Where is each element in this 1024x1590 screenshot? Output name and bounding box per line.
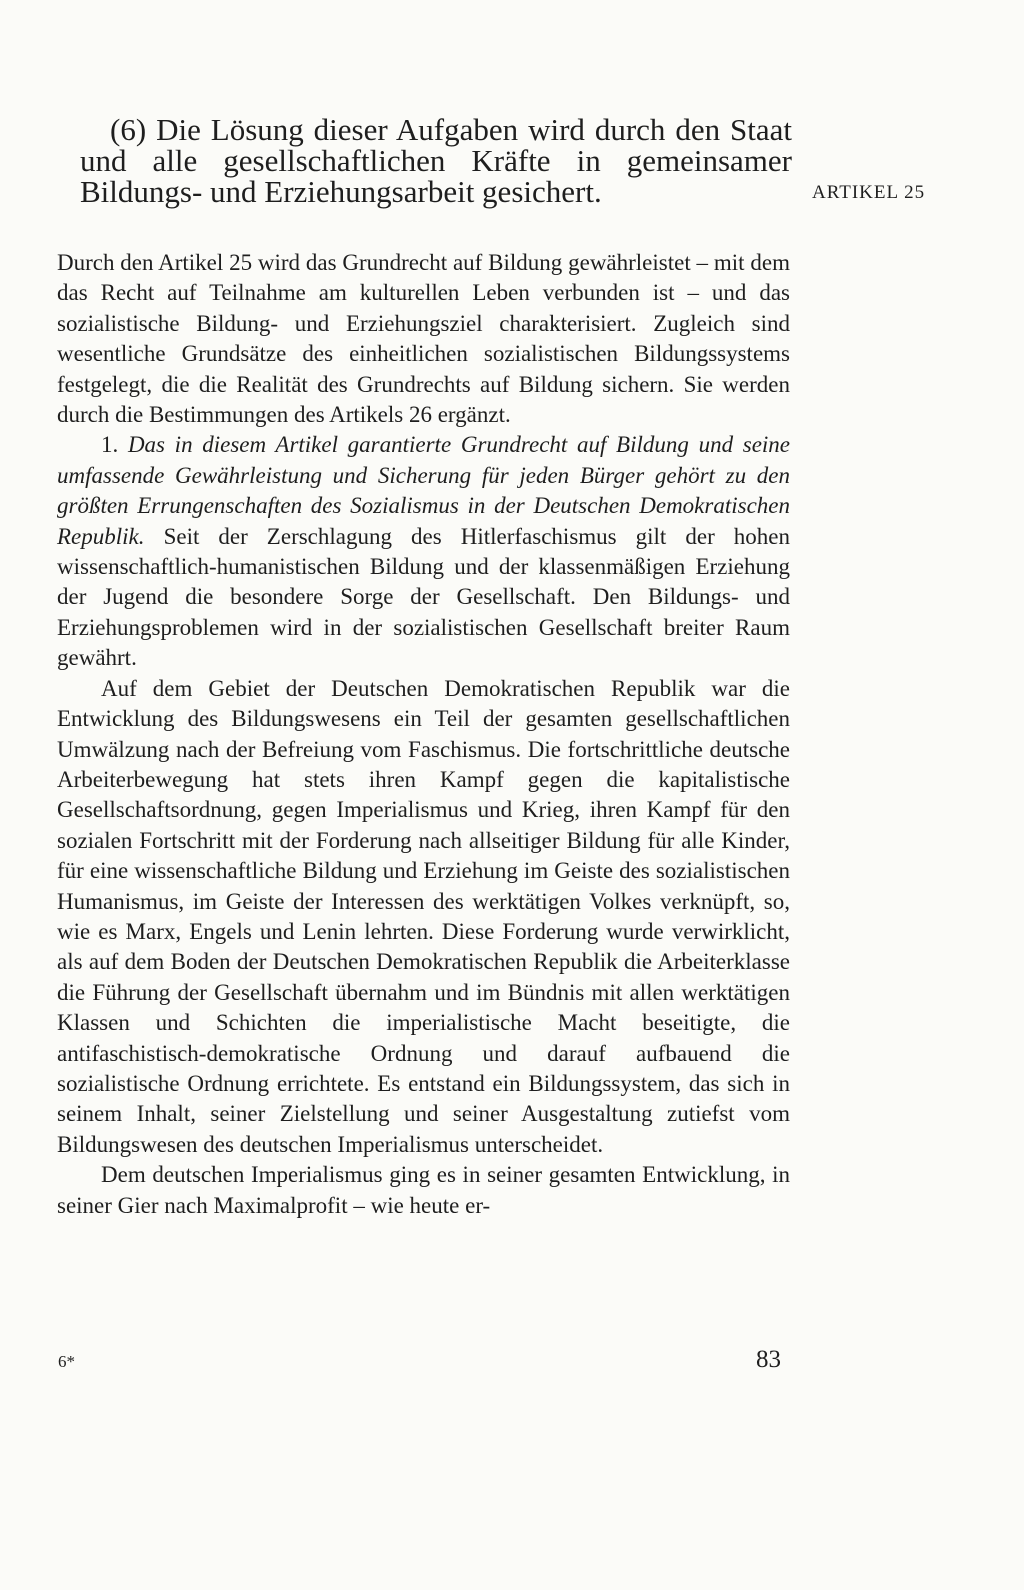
margin-article-label: ARTIKEL 25 bbox=[812, 182, 926, 203]
emphasized-statement: Das in diesem Artikel garantierte Grundrecht auf Bildung und seine umfassende Gewährleistung und Sicherung für jeden Bürger gehört zu den größten Errungenschaften des Sozialismus in der Deutschen Demokratischen Republik. bbox=[57, 432, 791, 549]
commentary-body bbox=[57, 248, 790, 1221]
section-number: 1. bbox=[101, 432, 119, 458]
article-paragraph-6: (6) Die Lösung dieser Aufgaben wird durch den Staat und alle gesellschaftlichen Kräfte in gemeinsamer Bildungs- und Erziehungsarbeit gesichert. bbox=[80, 112, 792, 209]
commentary-paragraph-2 bbox=[57, 430, 790, 673]
commentary-paragraph-4: Dem deutschen Imperialismus ging es in seiner gesamten Entwicklung, in seiner Gier nach Maximalprofit – wie heute er- bbox=[57, 1162, 790, 1218]
page-number: 83 bbox=[756, 1346, 781, 1373]
commentary-paragraph-3: Auf dem Gebiet der Deutschen Demokratischen Republik war die Entwicklung des Bildungswesens ein Teil der gesamten gesellschaftlichen Umwälzung nach der Befreiung vom Faschismus. Die fortschrittliche deutsche Arbeiterbewegung hat stets ihren Kampf gegen die kapitalistische Gesellschaftsordnung, gegen Imperialismus und Krieg, ihren Kampf für den sozialen Fortschritt mit der Forderung nach allseitiger Bildung für alle Kinder, für eine wissenschaftliche Bildung und Erziehung im Geiste des sozialistischen Humanismus, im Geiste der Interessen des werktätigen Volkes verknüpft, so, wie es Marx, Engels und Lenin lehrten. Diese Forderung wurde verwirklicht, als auf dem Boden der Deutschen Demokratischen Republik die Arbeiterklasse die Führung der Gesellschaft übernahm und im Bündnis mit allen werktätigen Klassen und Schichten die imperialistische Macht beseitigte, die antifaschistisch-demokratische Ordnung und darauf aufbauend die sozialistische Ordnung errichtete. Es entstand ein Bildungssystem, das sich in seinem Inhalt, seiner Zielstellung und seiner Ausgestaltung zutiefst vom Bildungswesen des deutschen Imperialismus unterscheidet. bbox=[57, 675, 790, 1157]
printer-signature: 6* bbox=[58, 1352, 75, 1371]
commentary-paragraph-1: Durch den Artikel 25 wird das Grundrecht auf Bildung gewährleistet – mit dem das Recht auf Teilnahme am kulturellen Leben verbunden ist – und das sozialistische Bildung- und Erziehungsziel charakterisiert. Zugleich sind wesentliche Grundsätze des einheitlichen sozialistischen Bildungssystems festgelegt, die die Realität des Grundrechts auf Bildung sichern. Sie werden durch die Bestimmungen des Artikels 26 ergänzt. bbox=[57, 250, 790, 428]
paragraph-2-continuation: Seit der Zerschlagung des Hitlerfaschismus gilt der hohen wissenschaftlich-humanistischen Bildung und der klassenmäßigen Erziehung der Jugend die besondere Sorge der Gesellschaft. Den Bildungs- und Erziehungsproblemen wird in der sozialistischen Gesellschaft breiter Raum gewährt. bbox=[57, 523, 791, 671]
